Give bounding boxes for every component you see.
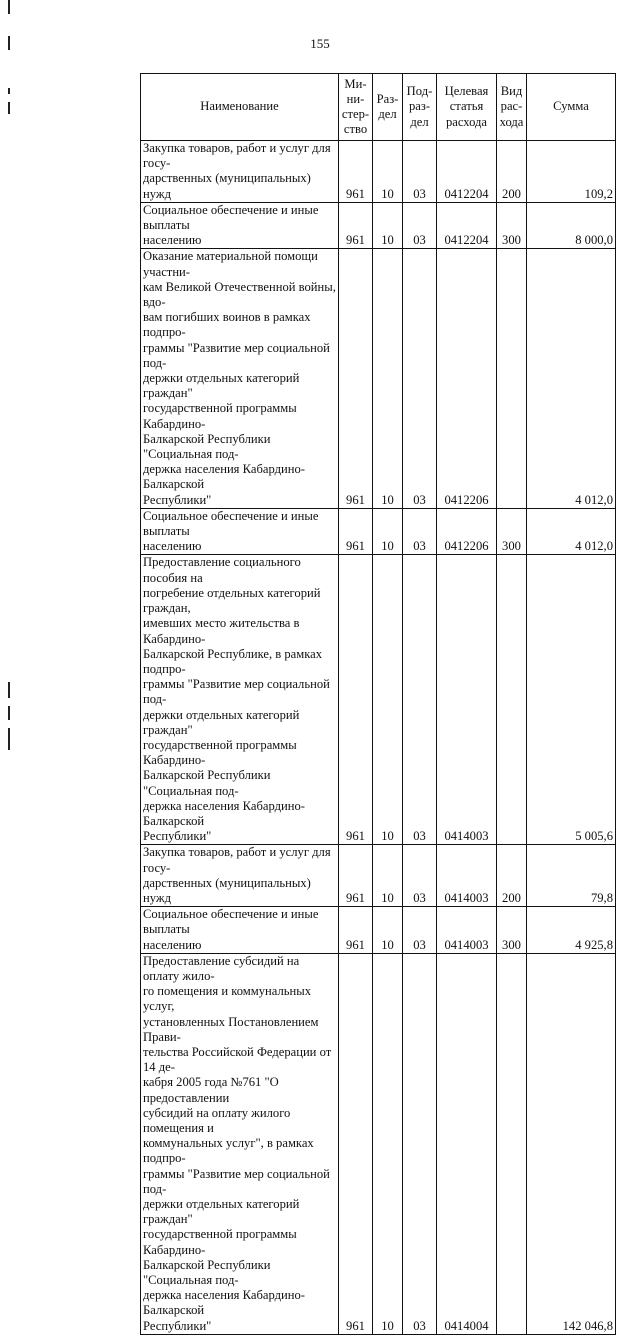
cell-type: 200 [497,845,527,907]
cell-target: 0412204 [437,141,497,203]
cell-target: 0414003 [437,555,497,845]
cell-sum: 5 005,6 [527,555,616,845]
margin-mark [8,36,10,50]
budget-table [140,73,616,1335]
table-row [141,555,616,845]
table-row [141,845,616,907]
table-row [141,508,616,555]
cell-sum: 4 012,0 [527,508,616,555]
margin-mark [8,0,10,14]
cell-subsection: 03 [403,249,437,508]
cell-target: 0412206 [437,508,497,555]
cell-name: Закупка товаров, работ и услуг для госу- дарственных (муниципальных) нужд [141,141,339,203]
page-number: 155 [310,36,330,51]
header-subsection: Под- раз- дел [403,74,437,141]
cell-section: 10 [373,953,403,1334]
header-type: Вид рас- хода [497,74,527,141]
cell-ministry: 961 [339,555,373,845]
cell-subsection: 03 [403,508,437,555]
table-row [141,907,616,954]
table-row [141,141,616,203]
cell-ministry: 961 [339,907,373,954]
cell-sum: 109,2 [527,141,616,203]
margin-mark [8,682,10,698]
cell-sum: 4 925,8 [527,907,616,954]
cell-name: Социальное обеспечение и иные выплаты населению [141,907,339,954]
cell-subsection: 03 [403,845,437,907]
cell-type: 300 [497,508,527,555]
cell-section: 10 [373,845,403,907]
cell-sum: 4 012,0 [527,249,616,508]
cell-type [497,953,527,1334]
header-target: Целевая статья расхода [437,74,497,141]
cell-name: Закупка товаров, работ и услуг для госу- дарственных (муниципальных) нужд [141,845,339,907]
header-ministry: Ми- ни- стер- ство [339,74,373,141]
cell-target: 0414003 [437,845,497,907]
cell-sum: 8 000,0 [527,202,616,249]
margin-mark [8,728,10,750]
cell-type: 300 [497,907,527,954]
header-name: Наименование [141,74,339,141]
cell-section: 10 [373,249,403,508]
cell-target: 0412206 [437,249,497,508]
cell-subsection: 03 [403,953,437,1334]
cell-section: 10 [373,141,403,203]
cell-type [497,249,527,508]
cell-ministry: 961 [339,202,373,249]
table-row [141,249,616,508]
header-sum: Сумма [527,74,616,141]
cell-ministry: 961 [339,845,373,907]
cell-type: 200 [497,141,527,203]
cell-target: 0412204 [437,202,497,249]
cell-subsection: 03 [403,555,437,845]
cell-type: 300 [497,202,527,249]
cell-name: Предоставление социального пособия на погребение отдельных категорий граждан, имевших место жительства в Кабардино- Балкарской Республике, в рамках подпро- граммы "Развитие мер социальной под- держки отдельных категорий граждан" государственной программы Кабардино- Балкарской Республики "Социальная под- держка населения Кабардино-Балкарской Республики" [141,555,339,845]
cell-name: Оказание материальной помощи участни- кам Великой Отечественной войны, вдо- вам погибших воинов в рамках подпро- граммы "Развитие мер социальной под- держки отдельных категорий граждан" государственной программы Кабардино- Балкарской Республики "Социальная под- держка населения Кабардино-Балкарской Республики" [141,249,339,508]
table-row [141,953,616,1334]
cell-name: Социальное обеспечение и иные выплаты населению [141,202,339,249]
cell-sum: 142 046,8 [527,953,616,1334]
cell-target: 0414004 [437,953,497,1334]
cell-section: 10 [373,508,403,555]
cell-ministry: 961 [339,508,373,555]
margin-mark [8,88,10,94]
cell-subsection: 03 [403,141,437,203]
cell-ministry: 961 [339,249,373,508]
cell-name: Предоставление субсидий на оплату жило- го помещения и коммунальных услуг, установленных Постановлением Прави- тельства Российской Федерации от 14 де- кабря 2005 года №761 "О предоставлении субсидий на оплату жилого помещения и коммунальных услуг", в рамках подпро- граммы "Развитие мер социальной под- держки отдельных категорий граждан" государственной программы Кабардино- Балкарской Республики "Социальная под- держка населения Кабардино-Балкарской Республики" [141,953,339,1334]
cell-name: Социальное обеспечение и иные выплаты населению [141,508,339,555]
table-header [141,74,616,141]
margin-mark [8,706,10,720]
table-body [141,141,616,1335]
cell-section: 10 [373,202,403,249]
table-row [141,202,616,249]
cell-ministry: 961 [339,141,373,203]
cell-section: 10 [373,555,403,845]
cell-sum: 79,8 [527,845,616,907]
cell-ministry: 961 [339,953,373,1334]
cell-target: 0414003 [437,907,497,954]
cell-subsection: 03 [403,202,437,249]
cell-section: 10 [373,907,403,954]
cell-subsection: 03 [403,907,437,954]
header-section: Раз- дел [373,74,403,141]
margin-mark [8,102,10,114]
cell-type [497,555,527,845]
